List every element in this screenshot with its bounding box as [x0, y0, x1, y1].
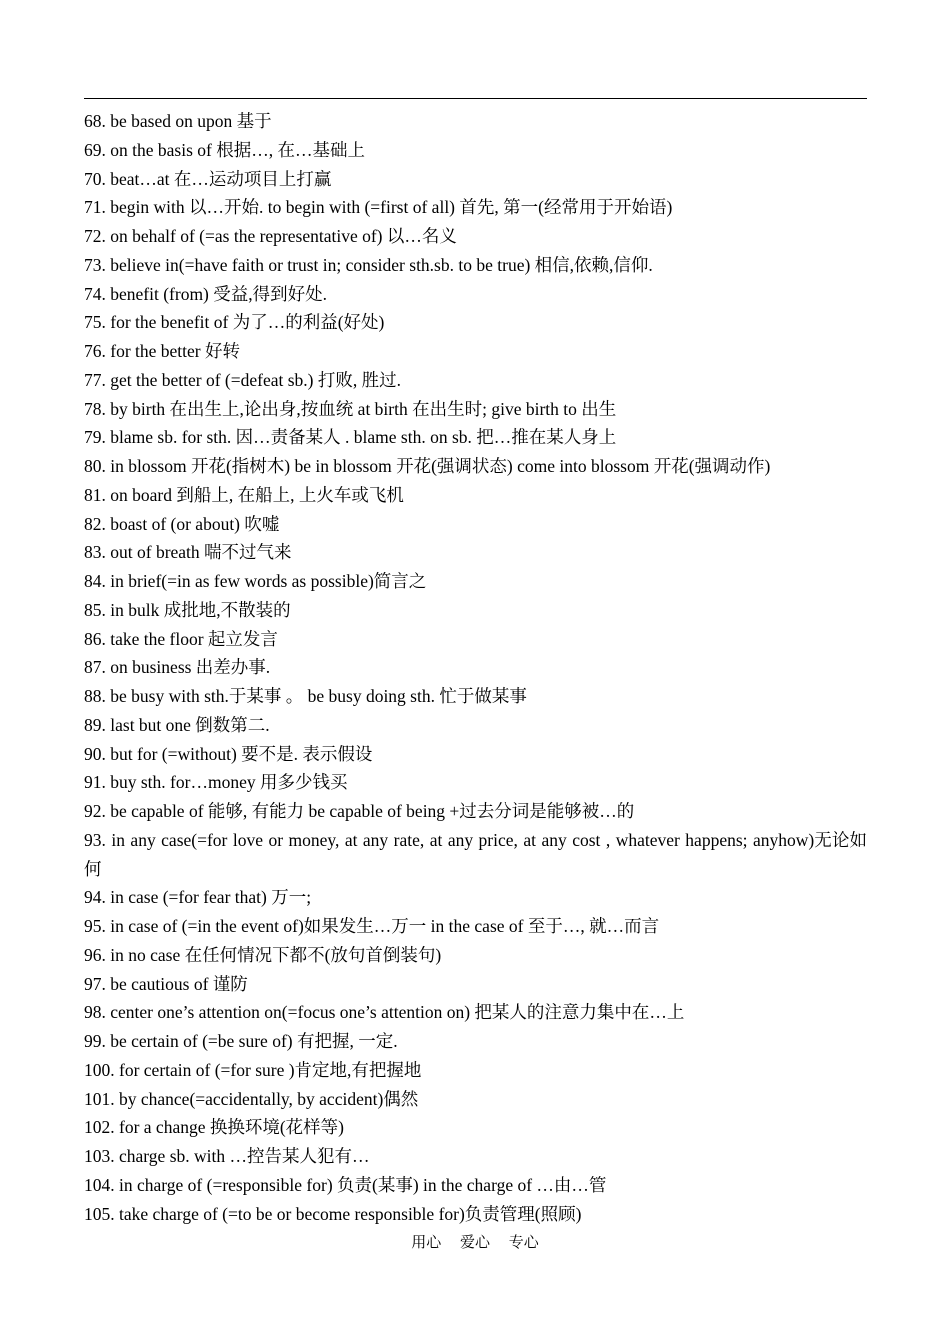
list-item: 85. in bulk 成批地,不散装的 [84, 599, 291, 620]
header-rule [84, 98, 867, 99]
list-item: 97. be cautious of 谨防 [84, 973, 248, 994]
list-item: 69. on the basis of 根据…, 在…基础上 [84, 139, 365, 160]
list-item: 102. for a change 换换环境(花样等) [84, 1117, 345, 1138]
list-item: 101. by chance(=accidentally, by accident)偶然 [84, 1088, 419, 1109]
vocabulary-list [84, 107, 867, 1228]
list-item: 104. in charge of (=responsible for) 负责(某事) in the charge of …由…管 [84, 1174, 607, 1195]
list-item: 89. last but one 倒数第二. [84, 714, 270, 735]
list-item: 98. center one’s attention on(=focus one’s attention on) 把某人的注意力集中在…上 [84, 1002, 685, 1023]
list-item: 80. in blossom 开花(指树木) be in blossom 开花(强调状态) come into blossom 开花(强调动作) [84, 456, 771, 476]
list-item: 88. be busy with sth.于某事 。 be busy doing sth. 忙于做某事 [84, 686, 527, 706]
list-item: 100. for certain of (=for sure )肯定地,有把握地 [84, 1059, 422, 1080]
list-item: 73. believe in(=have faith or trust in; consider sth.sb. to be true) 相信,依赖,信仰. [84, 254, 653, 275]
list-item: 72. on behalf of (=as the representative of) 以…名义 [84, 226, 457, 246]
list-item: 78. by birth 在出生上,论出身,按血统 at birth 在出生时; give birth to 出生 [84, 398, 617, 419]
list-item: 84. in brief(=in as few words as possible)简言之 [84, 571, 427, 591]
list-item: 82. boast of (or about) 吹嘘 [84, 513, 280, 534]
list-item: 70. beat…at 在…运动项目上打赢 [84, 168, 332, 189]
list-item: 68. be based on upon 基于 [84, 111, 272, 131]
list-item: 95. in case of (=in the event of)如果发生…万一 in the case of 至于…, 就…而言 [84, 916, 660, 936]
list-item: 91. buy sth. for…money 用多少钱买 [84, 772, 348, 793]
list-item: 105. take charge of (=to be or become responsible for)负责管理(照顾) [84, 1203, 582, 1224]
list-item: 86. take the floor 起立发言 [84, 628, 278, 649]
list-item: 75. for the benefit of 为了…的利益(好处) [84, 312, 385, 333]
list-item: 77. get the better of (=defeat sb.) 打败, 胜过. [84, 369, 401, 390]
list-item: 93. in any case(=for love or money, at any rate, at any price, at any cost , whatever happens; anyhow)无论如何 [84, 829, 867, 879]
list-item: 76. for the better 好转 [84, 341, 240, 361]
list-item: 90. but for (=without) 要不是. 表示假设 [84, 743, 373, 764]
list-item: 87. on business 出差办事. [84, 657, 271, 678]
list-item: 74. benefit (from) 受益,得到好处. [84, 283, 328, 304]
list-item: 92. be capable of 能够, 有能力 be capable of being +过去分词是能够被…的 [84, 801, 635, 821]
list-item: 103. charge sb. with …控告某人犯有… [84, 1146, 370, 1166]
list-item: 99. be certain of (=be sure of) 有把握, 一定. [84, 1031, 398, 1051]
page-footer: 用心 爱心 专心 [411, 1233, 539, 1251]
list-item: 81. on board 到船上, 在船上, 上火车或飞机 [84, 484, 404, 505]
list-item: 71. begin with 以…开始. to begin with (=first of all) 首先, 第一(经常用于开始语) [84, 197, 673, 218]
list-item: 94. in case (=for fear that) 万一; [84, 887, 312, 908]
list-item: 96. in no case 在任何情况下都不(放句首倒装句) [84, 944, 442, 965]
list-item: 79. blame sb. for sth. 因…责备某人 . blame sth. on sb. 把…推在某人身上 [84, 427, 617, 448]
list-item: 83. out of breath 喘不过气来 [84, 542, 292, 563]
